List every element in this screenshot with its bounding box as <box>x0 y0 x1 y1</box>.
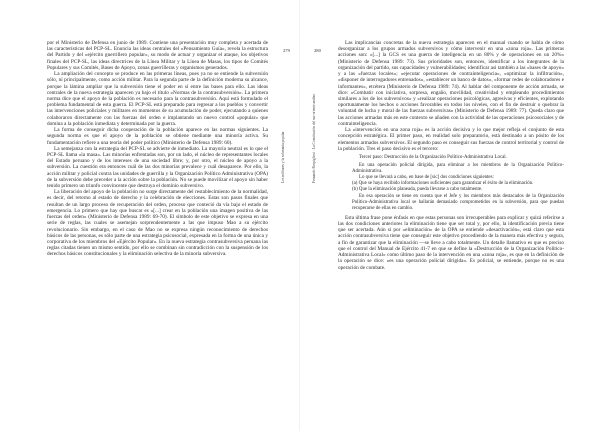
block-quote-line-5: En esa operación se tiene en cuenta que el Jefe y los miembros más destacados de la Organización Político-Administrativa local se hallarán demasiado comprometidos en la subversión, para que puedan recuperarse de ellas en cambio. <box>352 193 564 211</box>
left-paragraph-2: La ampliación del concepto se produce en las primeras líneas, pues ya no se entiende la subversión sólo, ni principalmente, como acción militar. Para la segunda parte de la definición moderna su alcance, porque la lámina ampliar que la subversión tiene el poder en sí entre las bases para ello. Las ideas centrales de la nueva estrategia aparecen ya bajo el título «Normas de la contrasubversión». La primera norma dice que el apoyo de la población es necesario para la contrasubversión. Aquí está formulado el problema fundamental de esta guerra. El PCP-SL está preparado para regresar a los pueblos y convertir las intervenciones policiales y militares en momentos de su acumulación de poder, ejecutando a quienes colaboraron directamente con las fuerzas del orden e implantando un nuevo control «popular» que domina a la población inmediata y determinada por la guerra. <box>47 71 268 127</box>
left-paragraph-5: La liberación del apoyo de la población no surge directamente del restablecimiento de la normalidad, es decir, del retorno al estado de derecho y la celebración de elecciones. Estas son pasos finales que resultan de un largo proceso de recuperación del orden, proceso que conteció da vía bajo el estado de emergencia. Lo primero que hay que buscar es «[...] crear en la población una imagen positiva de las fuerzas del orden» (Ministerio de Defensa 1989: 69-70). El símbolo de este objetivo se expresa en una serie de reglas, las cuales se asemejan sorprendentemente a las que impuso Mao a su ejército revolucionario. Sin embargo, en el caso de Mao no se expresa ningún reconocimiento de derechos básicos de las personas, es sólo parte de una estrategia psicosocial, expresada en la forma de una única y corporativa de los miembros del «Ejército Popular». En la nueva estrategia contrasubversiva peruana las reglas citadas tienen un mismo sentido, por ello se combinan sin contradicción con la suspensión de los derechos básicos constitucionales y la eliminación selectiva de la minoría subversiva. <box>47 189 268 258</box>
left-paragraph-3: La forma de conseguir dicha cooperación de la población aparece en las normas siguientes. La segunda norma es que el apoyo de la población se obtiene mediante una minoría activa. Su fundamentación refiere a una teoría del poder político (Ministerio de Defensa 1989: 60). <box>47 127 268 146</box>
right-page-number: 280 <box>314 48 321 53</box>
block-quote-condition-a: (a) Que se haya recibido informaciones suficientes para garantizar el éxito de la eliminación. <box>352 181 534 187</box>
left-paragraph-4: La semejanza con la estrategia del PCP-SL se advierte de inmediato. La mayoría neutral es lo que el PCP-SL llama «la masa». Las minorías enfrentadas son, por un lado, el núcleo de representantes locales del Estado peruano y de los intereses de una sociedad libre; y, por otro, el núcleo de apoyo a la subversión. La cuestión era entonces cuál de las dos minorías prevalece y cuál desaparece. Por ello, la acción militar y policial contra las unidades de guerrilla y la Organización Político Administrativa (OPA) de la subversión debe preceder a la acción sobre la población. No se puede movilizar el apoyo sin haber tenido primero un triunfo convincente que destruya el dominio subversivo. <box>47 145 268 190</box>
right-page <box>300 0 600 431</box>
right-running-head: Fernando Rospigliosi · La Constitución del sur-oriente andino <box>312 93 316 183</box>
right-paragraph-2: La «intervención en una zona roja» es la acción decisiva y lo que mejor refleja el conjunto de esta concepción estratégica. El primer paso, en realidad solo preparatorio, está destinado a un pósito de los elementos armados subversivos. El segundo paso es conseguir sus fuerzas de control territorial y control de la población. Tres el paso decisivo es el tercero: <box>338 127 564 152</box>
left-text-column <box>47 40 268 258</box>
right-paragraph-1: Las implicancias concretas de la nueva estrategia aparecen en el manual cuando se habla de cómo desorganizar a los grupos armados subversivos y cómo intervenir en una «zona roja». Las primeras acciones son: «[...] la GCS es una guerra de inteligencia en un 80% y de operaciones en un 20%» (Ministerio de Defensa 1989: 73). Sus prioridades son, entonces, identificar a los integrantes de la organización del partido, sus capacidades y vulnerabilidades; identificar asi también a las «bases de apoyo» y a las «fuerzas locales»; «ejecutar operaciones de contrainteligencia», «optimizar la infiltración», «disponer de interrogadores entrenados», «establecer un banco de datos», «formar redes de colaboradores e informantes», etcétera (Ministerio de Defensa 1989: 74). Al hablar del componente de acción armada, se dice: «Combatir con iniciativa, sorpresa, engaño, movilidad, creatividad y empleando procedimientos similares a los de los subversivos» y «realizar operaciones psicológicas, agresivas y eficientes, explotando oportunamente los hechos o acciones favorables en todos los niveles, con el fin de destruir o quebrar la voluntad de lucha y moral de las fuerzas subversivas» (Ministerio de Defensa 1989: 77). Queda claro que las acciones armadas más en este contexto se añaden con la actividad de las operaciones psicosociales y de contrainteligencia. <box>338 40 564 127</box>
block-quote-lead: Tercer paso: Destrucción de la Organización Político-Administrativa Local. <box>359 154 507 160</box>
block-quote-line-2: Lo que se llevará a cabo, en base de [sic] dos condiciones siguientes: <box>359 175 494 181</box>
block-quote-condition-b: (b) Que la eliminación planeada, pueda llevarse a cabo totalmente. <box>352 187 483 193</box>
block-quote-line-1: En una operación policial dirigida, para eliminar a los miembros de la Organización Político-Administrativa. <box>352 163 564 175</box>
left-page-number: 279 <box>283 48 290 53</box>
right-text-column <box>338 40 564 271</box>
right-paragraph-3: Esta última frase pone énfasis en que estas personas son irrecuperables para explicar y quizá referirse a las dos condiciones anteriores la eliminación tiene que ser total y, por ello, la identificación previa tiene que ser acertada. Aún si por «eliminación» de la OPA se entiende «desactivación», está claro que esta acción contrasubversiva tiene que conseguir este objetivo procediendo de la manera más efectiva y segura, a fin de garantizar que la eliminación —se lleve a cabo totalmente. Un detalle llamativo es que es preciso que el control del Manual de Ejército 41-7 en que se define la «Destrucción de la Organización Político-Administrativa Local» como último paso de la intervención en una «zona roja», es que en la definición de la operación se dice: «es una operación policial dirigida». Es policial, se entiende, porque no es una operación de combate. <box>338 214 564 271</box>
left-running-head: Los militares y la soberanía popular <box>281 131 285 183</box>
left-paragraph-1: por el Ministerio de Defensa en junio de 1989. Contiene una presentación muy completa y acertada de las características del PCP-SL. Enuncia las ideas centrales del «Pensamiento Guía», revela la estructura del Partido y del «ejército guerrillero popular», su modo de actuar y organizar el ataque, los objetivos finales del PCP-SL, las ideas directrices de la Línea Militar y la Línea de Masas, los tipos de Comités Populares y sus Comités, Bases de Apoyo, zonas guerrilleras y organismos generados. <box>47 40 268 71</box>
